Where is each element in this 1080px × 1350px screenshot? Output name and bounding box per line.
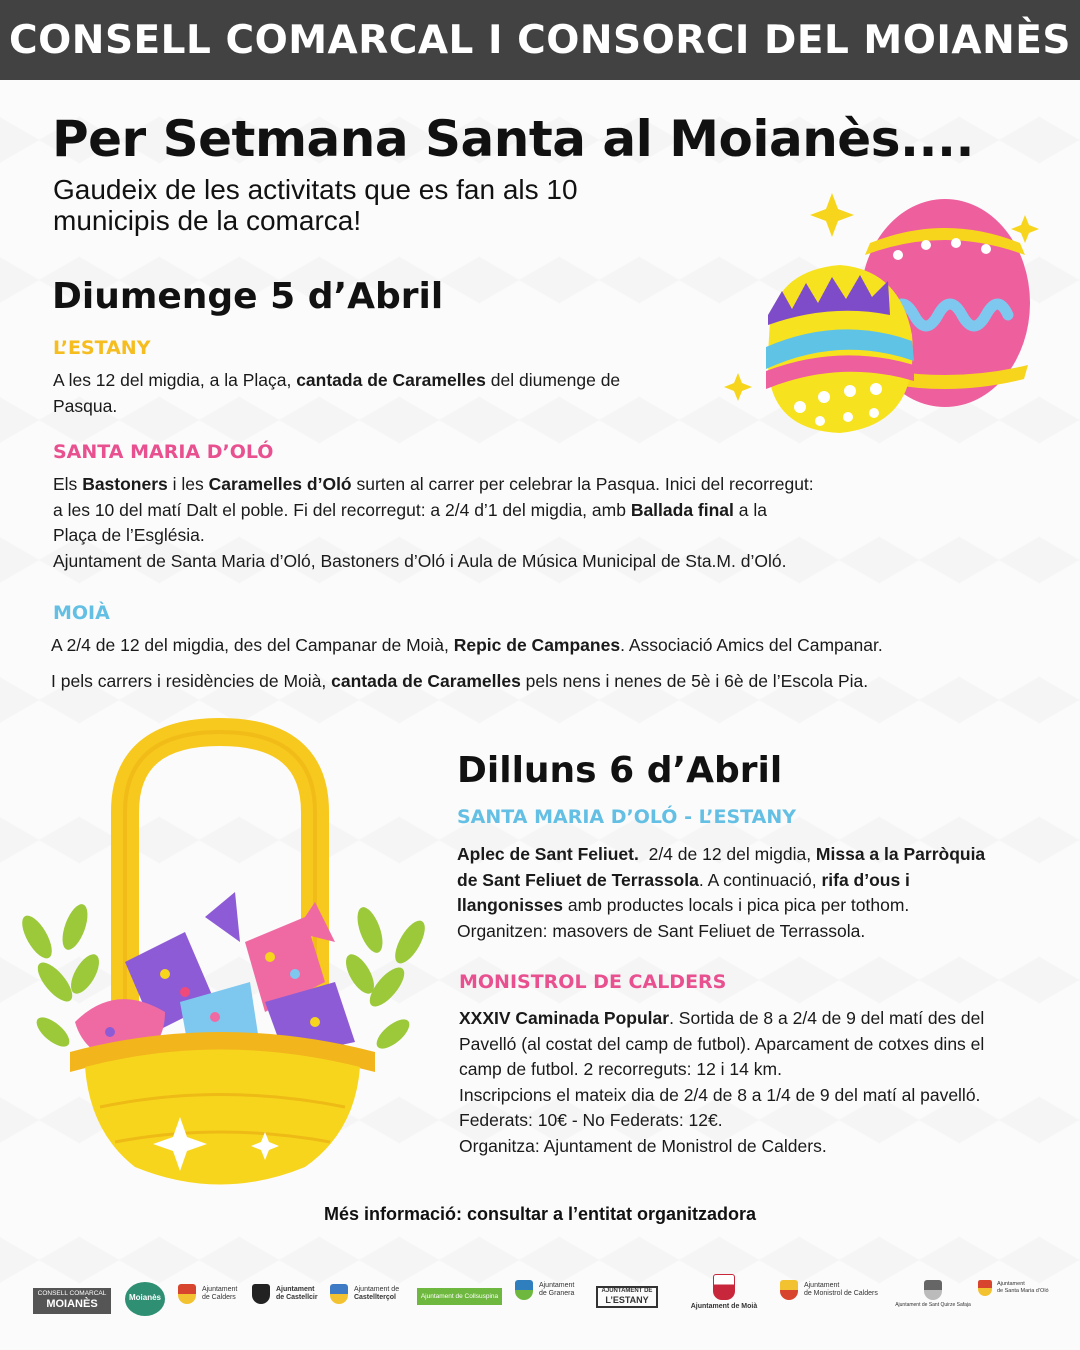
text-run: i les	[167, 474, 209, 494]
text-line: Plaça de l’Església.	[53, 525, 205, 545]
text-run-bold: Bastoners	[82, 474, 168, 494]
logo-text: de Santa Maria d’Oló	[996, 1288, 1049, 1294]
text-line: camp de futbol. 2 recorreguts: 12 i 14 km.	[459, 1059, 782, 1079]
text-run: . Sortida de 8 a 2/4 de 9 del matí des del	[669, 1008, 985, 1028]
logo-text: Ajuntament de	[353, 1286, 400, 1293]
text-run-bold: rifa d’ous i	[821, 869, 910, 890]
logo-text: Moianès	[128, 1293, 161, 1302]
logo-text: Ajuntament	[538, 1282, 575, 1289]
logo-text: Ajuntament	[803, 1282, 840, 1289]
text-line: Inscripcions el mateix dia de 2/4 de 8 a 1/4 de 9 del matí al pavelló.	[459, 1084, 981, 1105]
easter-basket-illustration	[15, 712, 425, 1212]
sparkle-icon	[810, 193, 854, 237]
logo-text: Ajuntament	[275, 1286, 315, 1293]
logo-text: de Granera	[538, 1290, 575, 1297]
logo-text: de Calders	[201, 1294, 236, 1301]
logo-lestany	[596, 1286, 658, 1308]
moia-text	[51, 633, 951, 694]
yellow-egg	[766, 265, 914, 433]
more-info: Més informació: consultar a l’entitat organitzadora	[323, 1204, 757, 1224]
text-run-bold: Ballada final	[630, 499, 734, 520]
text-run-bold: XXXIV Caminada Popular	[459, 1008, 670, 1028]
olo-text	[53, 472, 873, 574]
text-run-bold: Missa a la Parròquia	[815, 844, 986, 864]
logo-text: MOIANÈS	[46, 1298, 98, 1310]
logo-santquirze	[893, 1280, 973, 1308]
text-run: I pels carrers i residències de Moià,	[51, 670, 332, 691]
text-run: a la	[733, 499, 767, 520]
main-title: Per Setmana Santa al Moianès....	[52, 110, 974, 168]
logo-moia	[683, 1274, 765, 1311]
logo-text: Ajuntament	[201, 1286, 238, 1293]
logo-calders	[178, 1284, 237, 1304]
logo-text: Ajuntament	[996, 1281, 1025, 1287]
shield-icon	[330, 1284, 348, 1304]
shield-icon	[780, 1280, 798, 1300]
logo-text: Castellterçol	[353, 1294, 396, 1301]
day1-title: Diumenge 5 d’Abril	[52, 276, 444, 317]
sparkle-icon	[1011, 215, 1039, 243]
text-run-bold: de Sant Feliuet de Terrassola	[457, 869, 699, 890]
shield-icon	[978, 1280, 992, 1296]
logo-text: L’ESTANY	[605, 1295, 649, 1305]
shield-icon	[515, 1280, 533, 1300]
header-title: CONSELL COMARCAL I CONSORCI DEL MOIANÈS	[9, 17, 1071, 63]
shield-icon	[178, 1284, 196, 1304]
logo-text: de Monistrol de Calders	[803, 1290, 878, 1297]
logo-text: de Castellcir	[275, 1294, 318, 1301]
easter-eggs-illustration	[720, 185, 1050, 445]
text-run: 2/4 de 12 del migdia,	[638, 844, 816, 864]
text-run-bold: cantada de Caramelles	[296, 370, 486, 390]
basket-body	[70, 1032, 375, 1185]
text-line: Federats: 10€ - No Federats: 12€.	[459, 1110, 723, 1130]
text-line: Pasqua.	[53, 395, 118, 416]
shield-icon	[713, 1274, 735, 1300]
moia-heading: MOIÀ	[53, 602, 110, 624]
logo-text: Ajuntament de Moià	[690, 1303, 758, 1310]
text-run: a les 10 del matí Dalt el poble. Fi del recorregut: a 2/4 d’1 del migdia, amb	[53, 499, 631, 520]
lestany-heading: L’ESTANY	[53, 337, 151, 359]
monistrol-heading: MONISTROL DE CALDERS	[459, 971, 727, 993]
header-bar	[0, 0, 1080, 80]
subtitle-line-1: Gaudeix de les activitats que es fan als 10	[53, 174, 578, 205]
text-line: Organitza: Ajuntament de Monistrol de Calders.	[459, 1135, 827, 1156]
monistrol-text	[459, 1006, 1059, 1159]
logo-text: Ajuntament de Sant Quirze Safaja	[895, 1302, 971, 1308]
text-run: amb productes locals i pica pica per tothom.	[563, 895, 910, 915]
logo-text: AJUNTAMENT DE	[601, 1288, 653, 1294]
feliuet-heading: SANTA MARIA D’OLÓ - L’ESTANY	[457, 806, 797, 828]
text-run: surten al carrer per celebrar la Pasqua. Inici del recorregut:	[351, 474, 814, 494]
text-run: del diumenge de	[485, 370, 621, 390]
lestany-text	[53, 368, 693, 419]
sparkle-icon	[724, 373, 752, 401]
logo-granera	[515, 1280, 574, 1300]
text-run: A les 12 del migdia, a la Plaça,	[53, 370, 297, 390]
text-run: . Associació Amics del Campanar.	[620, 635, 883, 655]
text-run: pels nens i nenes de 5è i 6è de l’Escola Pia.	[520, 670, 869, 691]
olo-heading: SANTA MARIA D’OLÓ	[53, 441, 274, 463]
text-run: Els	[53, 474, 83, 494]
shield-icon	[924, 1280, 942, 1300]
logo-olo	[978, 1280, 1049, 1296]
logo-moianes-badge	[125, 1282, 165, 1316]
logo-consell-comarcal	[33, 1288, 111, 1314]
leaves-right	[340, 904, 425, 1054]
text-line: Ajuntament de Santa Maria d’Oló, Bastoners d’Oló i Aula de Música Municipal de Sta.M. d’Oló.	[53, 550, 787, 571]
logo-collsuspina	[417, 1288, 502, 1305]
text-line: Pavelló (al costat del camp de futbol). Aparcament de cotxes dins el	[459, 1033, 985, 1054]
logo-text: Ajuntament de Collsuspina	[420, 1293, 499, 1300]
sponsor-logos	[0, 1270, 1080, 1330]
text-run: . A continuació,	[698, 869, 822, 890]
logo-castellcir	[252, 1284, 318, 1304]
logo-monistrol	[780, 1280, 878, 1300]
text-run-bold: Caramelles d’Oló	[208, 474, 352, 494]
text-run: A 2/4 de 12 del migdia, des del Campanar de Moià,	[51, 635, 454, 655]
text-line: Organitzen: masovers de Sant Feliuet de Terrassola.	[457, 920, 866, 941]
text-run-bold: Repic de Campanes	[453, 635, 621, 655]
logo-text: CONSELL COMARCAL	[37, 1290, 107, 1297]
logo-castellterol	[330, 1284, 399, 1304]
day2-title: Dilluns 6 d’Abril	[457, 750, 783, 791]
subtitle-line-2: municipis de la comarca!	[53, 205, 362, 236]
subtitle	[53, 174, 693, 236]
shield-icon	[252, 1284, 270, 1304]
text-run-bold: cantada de Caramelles	[331, 670, 521, 691]
text-run-bold: llangonisses	[457, 895, 564, 915]
text-run-bold: Aplec de Sant Feliuet.	[457, 844, 639, 864]
feliuet-text	[457, 842, 1057, 944]
